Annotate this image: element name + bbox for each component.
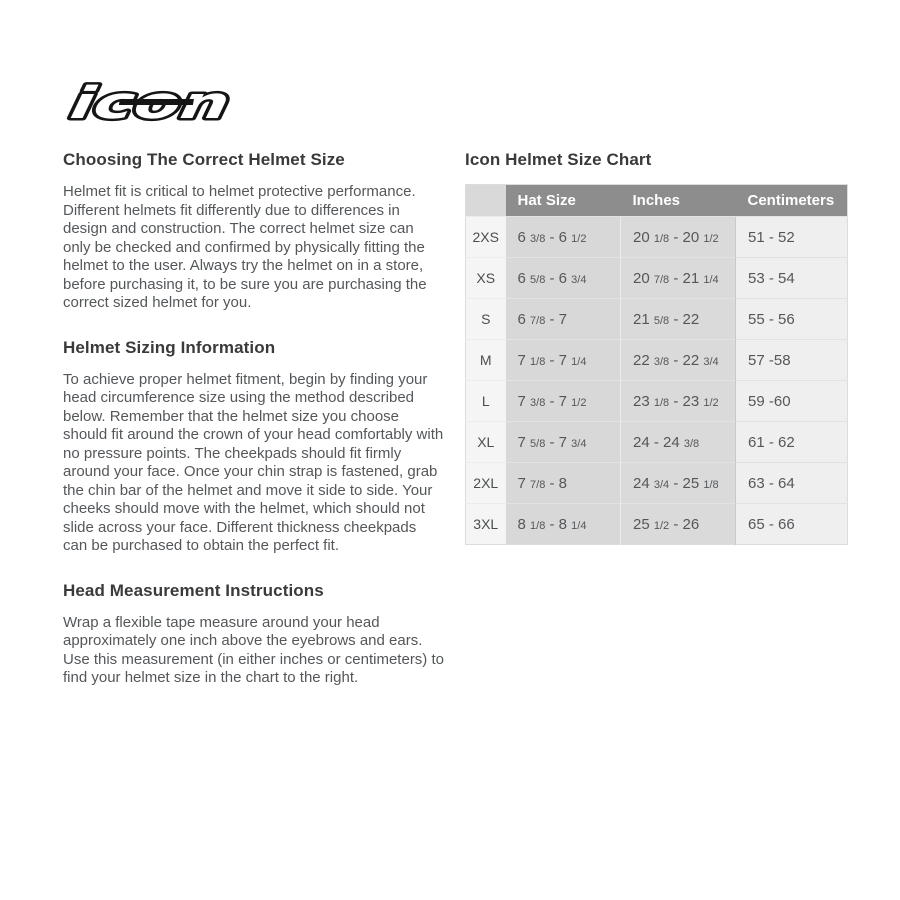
size-chart-table xyxy=(465,184,848,545)
hat-size-cell: 7 5/8 - 7 3/4 xyxy=(506,422,621,463)
fraction: 1/8 xyxy=(653,232,670,245)
centimeters-cell: 63 - 64 xyxy=(736,463,848,504)
centimeters-cell: 51 - 52 xyxy=(736,217,848,258)
section-heading: Choosing The Correct Helmet Size xyxy=(63,150,345,169)
hat-size-cell: 7 7/8 - 8 xyxy=(506,463,621,504)
fraction: 3/8 xyxy=(530,396,546,409)
table-row xyxy=(466,258,848,299)
table-row xyxy=(466,299,848,340)
hat-size-cell: 7 1/8 - 7 1/4 xyxy=(506,340,621,381)
fraction: 3/4 xyxy=(571,273,587,286)
fraction: 1/8 xyxy=(530,355,546,368)
hat-size-cell: 6 7/8 - 7 xyxy=(506,299,621,340)
fraction: 3/4 xyxy=(571,437,587,450)
inches-cell: 21 5/8 - 22 xyxy=(621,299,736,340)
fraction: 5/8 xyxy=(530,437,546,450)
hat-size-cell: 8 1/8 - 8 1/4 xyxy=(506,504,621,545)
fraction: 3/8 xyxy=(683,437,700,450)
column-header-hat-size: Hat Size xyxy=(506,185,621,217)
section-helmet-sizing-information xyxy=(63,338,444,556)
fraction: 1/4 xyxy=(703,273,719,286)
fraction: 5/8 xyxy=(530,273,546,286)
fraction: 1/8 xyxy=(653,396,670,409)
inches-cell: 23 1/8 - 23 1/2 xyxy=(621,381,736,422)
hat-size-cell: 6 3/8 - 6 1/2 xyxy=(506,217,621,258)
size-label-cell: 3XL xyxy=(466,504,506,545)
table-row xyxy=(466,463,848,504)
section-heading: Head Measurement Instructions xyxy=(63,580,324,600)
fraction: 5/8 xyxy=(653,314,670,327)
section-choosing-helmet-size xyxy=(63,150,444,313)
size-chart-title: Icon Helmet Size Chart xyxy=(465,150,652,169)
fraction: 3/8 xyxy=(530,232,546,245)
fraction: 7/8 xyxy=(653,273,670,286)
size-chart-column xyxy=(465,150,847,545)
section-head-measurement-instructions xyxy=(63,581,444,688)
icon-logo-graphic xyxy=(62,76,238,128)
fraction: 1/4 xyxy=(571,355,587,368)
table-row xyxy=(466,340,848,381)
corner-header-cell xyxy=(466,185,506,217)
size-label-cell: XS xyxy=(466,258,506,299)
table-row xyxy=(466,217,848,258)
table-row xyxy=(466,381,848,422)
size-label-cell: XL xyxy=(466,422,506,463)
section-heading: Helmet Sizing Information xyxy=(63,337,276,357)
inches-cell: 20 1/8 - 20 1/2 xyxy=(621,217,736,258)
fraction: 1/2 xyxy=(703,396,719,409)
size-label-cell: S xyxy=(466,299,506,340)
size-label-cell: L xyxy=(466,381,506,422)
fraction: 1/2 xyxy=(571,396,587,409)
fraction: 7/8 xyxy=(530,314,546,327)
instructions-column xyxy=(63,150,444,713)
centimeters-cell: 53 - 54 xyxy=(736,258,848,299)
fraction: 1/4 xyxy=(571,519,587,532)
fraction: 1/2 xyxy=(571,232,587,245)
section-body: Wrap a flexible tape measure around your head approximately one inch above the eyebrows and ears. Use this measurement (in either inches or centimeters) to find your helmet size in the chart to the right. xyxy=(63,613,444,686)
column-header-centimeters: Centimeters xyxy=(736,185,848,217)
fraction: 1/2 xyxy=(703,232,719,245)
fraction: 1/2 xyxy=(653,519,670,532)
size-chart-head-row xyxy=(466,185,848,217)
inches-cell: 22 3/8 - 22 3/4 xyxy=(621,340,736,381)
fraction: 1/8 xyxy=(703,478,719,491)
fraction: 3/8 xyxy=(653,355,670,368)
centimeters-cell: 65 - 66 xyxy=(736,504,848,545)
column-header-inches: Inches xyxy=(621,185,736,217)
fraction: 7/8 xyxy=(530,478,546,491)
table-row xyxy=(466,422,848,463)
size-chart-body xyxy=(466,217,848,545)
size-label-cell: 2XS xyxy=(466,217,506,258)
inches-cell: 25 1/2 - 26 xyxy=(621,504,736,545)
fraction: 3/4 xyxy=(653,478,670,491)
centimeters-cell: 55 - 56 xyxy=(736,299,848,340)
icon-logo-text: icon xyxy=(66,78,179,128)
inches-cell: 20 7/8 - 21 1/4 xyxy=(621,258,736,299)
centimeters-cell: 61 - 62 xyxy=(736,422,848,463)
section-body: Helmet fit is critical to helmet protective performance. Different helmets fit differently due to differences in design and construction. The correct helmet size can only be checked and confirmed by physically fitting the helmet to the user. Always try the helmet on in a store, before purchasing it, to be sure you are purchasing the correct sized helmet for you. xyxy=(63,183,427,311)
icon-logo-bar xyxy=(119,99,194,105)
section-body: To achieve proper helmet fitment, begin by finding your head circumference size using the method described below. Remember that the helmet size you choose should fit around the crown of your head comfortably with no pressure points. The cheekpads should fit firmly around your face. Once your chin strap is fastened, grab the chin bar of the helmet and move it side to side. Your cheeks should move with the helmet, which should not slide across your face. Different thickness cheekpads can be purchased to obtain the perfect fit. xyxy=(63,370,444,554)
inches-cell: 24 3/4 - 25 1/8 xyxy=(621,463,736,504)
fraction: 1/8 xyxy=(530,519,546,532)
centimeters-cell: 57 -58 xyxy=(736,340,848,381)
size-label-cell: 2XL xyxy=(466,463,506,504)
centimeters-cell: 59 -60 xyxy=(736,381,848,422)
inches-cell: 24 - 24 3/8 xyxy=(621,422,736,463)
hat-size-cell: 7 3/8 - 7 1/2 xyxy=(506,381,621,422)
hat-size-cell: 6 5/8 - 6 3/4 xyxy=(506,258,621,299)
fraction: 3/4 xyxy=(703,355,719,368)
icon-brand-logo xyxy=(62,76,238,128)
size-label-cell: M xyxy=(466,340,506,381)
table-row xyxy=(466,504,848,545)
